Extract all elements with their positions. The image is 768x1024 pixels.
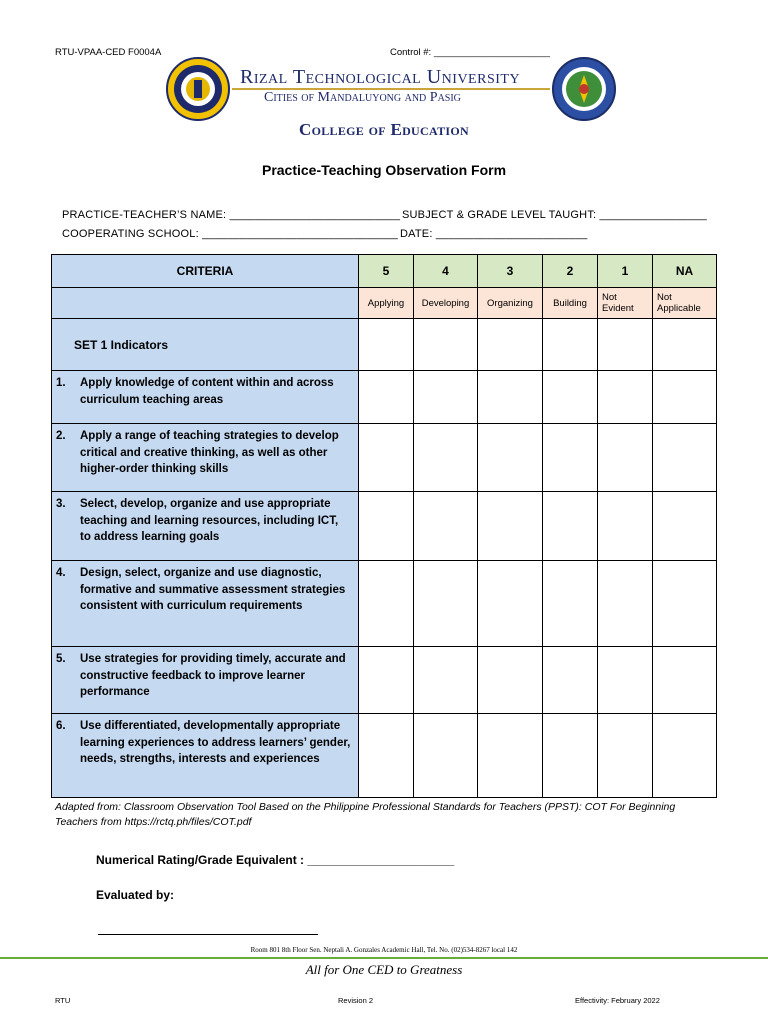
- rating-cell[interactable]: [478, 424, 543, 492]
- rating-cell[interactable]: [653, 492, 717, 561]
- level-developing: Developing: [414, 288, 478, 319]
- rating-cell[interactable]: [414, 714, 478, 798]
- college-name: College of Education: [299, 120, 469, 139]
- indicator-number: 6.: [56, 720, 66, 732]
- level-organizing: Organizing: [478, 288, 543, 319]
- rating-cell[interactable]: [414, 371, 478, 424]
- evaluated-by-label: Evaluated by:: [96, 888, 175, 902]
- rating-cell[interactable]: [543, 424, 598, 492]
- indicator-number: 5.: [56, 653, 66, 665]
- rating-cell[interactable]: [478, 561, 543, 647]
- footer-left: RTU: [55, 996, 71, 1005]
- table-row: [52, 714, 717, 798]
- indicator-6: [52, 714, 359, 798]
- rating-5-header: 5: [359, 255, 414, 288]
- rating-cell[interactable]: [598, 561, 653, 647]
- observation-table: [51, 254, 717, 798]
- footer-rule: [0, 957, 768, 959]
- rating-cell[interactable]: [478, 371, 543, 424]
- rating-cell[interactable]: [359, 371, 414, 424]
- subject-field[interactable]: SUBJECT & GRADE LEVEL TAUGHT: _________________: [402, 209, 707, 221]
- level-not-evident: Not Evident: [598, 288, 653, 319]
- set-label: SET 1 Indicators: [52, 319, 359, 371]
- rating-cell[interactable]: [653, 319, 717, 371]
- rating-cell[interactable]: [414, 492, 478, 561]
- indicator-text: Select, develop, organize and use appropriate teaching and learning resources, including ICT, to address learning goals: [80, 498, 339, 543]
- rating-cell[interactable]: [414, 424, 478, 492]
- rating-cell[interactable]: [543, 647, 598, 714]
- rating-cell[interactable]: [598, 647, 653, 714]
- rating-cell[interactable]: [653, 424, 717, 492]
- rating-cell[interactable]: [478, 319, 543, 371]
- rating-cell[interactable]: [359, 319, 414, 371]
- level-building: Building: [543, 288, 598, 319]
- rtu-seal-icon: [165, 56, 231, 122]
- rating-2-header: 2: [543, 255, 598, 288]
- set-row: [52, 319, 717, 371]
- rating-cell[interactable]: [478, 647, 543, 714]
- rating-cell[interactable]: [359, 647, 414, 714]
- table-row: [52, 647, 717, 714]
- footer-effectivity: Effectivity: February 2022: [575, 996, 660, 1005]
- rating-cell[interactable]: [359, 561, 414, 647]
- rating-cell[interactable]: [653, 561, 717, 647]
- rating-cell[interactable]: [598, 714, 653, 798]
- motto: All for One CED to Greatness: [305, 962, 463, 977]
- level-not-applicable: Not Applicable: [653, 288, 717, 319]
- rating-cell[interactable]: [598, 492, 653, 561]
- indicator-text: Apply knowledge of content within and across curriculum teaching areas: [80, 377, 334, 406]
- footer-revision: Revision 2: [338, 996, 374, 1005]
- rating-cell[interactable]: [478, 492, 543, 561]
- rating-4-header: 4: [414, 255, 478, 288]
- level-header-row: [52, 288, 717, 319]
- rating-cell[interactable]: [414, 319, 478, 371]
- rating-cell[interactable]: [543, 492, 598, 561]
- university-name: Rizal Technological University: [240, 66, 521, 88]
- numerical-rating-field[interactable]: Numerical Rating/Grade Equivalent : ______________________: [96, 853, 455, 867]
- rating-cell[interactable]: [359, 492, 414, 561]
- office-address: Room 801 8th Floor Sen. Neptali A. Gonzales Academic Hall, Tel. No. (02)534-8267 local 142: [250, 946, 518, 954]
- rating-cell[interactable]: [598, 424, 653, 492]
- rating-na-header: NA: [653, 255, 717, 288]
- indicator-1: [52, 371, 359, 424]
- college-seal-icon: [551, 56, 617, 122]
- table-row: [52, 561, 717, 647]
- signature-line[interactable]: [98, 934, 318, 935]
- rating-cell[interactable]: [598, 371, 653, 424]
- indicator-number: 1.: [56, 377, 66, 389]
- rating-cell[interactable]: [543, 371, 598, 424]
- university-cities: Cities of Mandaluyong and Pasig: [264, 90, 461, 105]
- indicator-text: Design, select, organize and use diagnostic, formative and summative assessment strategies consistent with curriculum requirements: [80, 567, 346, 612]
- indicator-text: Use differentiated, developmentally appropriate learning experiences to address learners’ gender, needs, strengths, interests and experiences: [80, 720, 351, 765]
- form-title: Practice-Teaching Observation Form: [261, 162, 507, 178]
- rating-cell[interactable]: [478, 714, 543, 798]
- rating-cell[interactable]: [359, 424, 414, 492]
- rating-cell[interactable]: [543, 714, 598, 798]
- indicator-4: [52, 561, 359, 647]
- rating-1-header: 1: [598, 255, 653, 288]
- table-row: [52, 424, 717, 492]
- rating-cell[interactable]: [414, 647, 478, 714]
- level-applying: Applying: [359, 288, 414, 319]
- indicator-text: Use strategies for providing timely, accurate and constructive feedback to improve learner performance: [80, 653, 346, 698]
- criteria-header: CRITERIA: [52, 255, 359, 288]
- indicator-number: 4.: [56, 567, 66, 579]
- control-number: Control #: ______________________: [390, 47, 551, 58]
- rating-cell[interactable]: [543, 561, 598, 647]
- rating-cell[interactable]: [543, 319, 598, 371]
- rating-cell[interactable]: [653, 714, 717, 798]
- date-field[interactable]: DATE: ________________________: [400, 228, 588, 240]
- rating-cell[interactable]: [414, 561, 478, 647]
- source-footnote: Adapted from: Classroom Observation Tool Based on the Philippine Professional Standards for Teachers (PPST): COT For Beginning Teachers from https://rctq.ph/files/COT.pdf: [55, 801, 676, 828]
- teacher-name-field[interactable]: PRACTICE-TEACHER’S NAME: ___________________________: [62, 209, 401, 221]
- indicator-5: [52, 647, 359, 714]
- table-row: [52, 371, 717, 424]
- rating-3-header: 3: [478, 255, 543, 288]
- level-header-spacer: [52, 288, 359, 319]
- rating-cell[interactable]: [653, 371, 717, 424]
- indicator-3: [52, 492, 359, 561]
- rating-cell[interactable]: [359, 714, 414, 798]
- rating-header-row: [52, 255, 717, 288]
- table-row: [52, 492, 717, 561]
- form-code: RTU-VPAA-CED F0004A: [55, 47, 162, 58]
- rating-cell[interactable]: [653, 647, 717, 714]
- indicator-2: [52, 424, 359, 492]
- rating-cell[interactable]: [598, 319, 653, 371]
- indicator-text: Apply a range of teaching strategies to develop critical and creative thinking, as well as other higher-order thinking skills: [80, 430, 339, 475]
- indicator-number: 3.: [56, 498, 66, 510]
- indicator-number: 2.: [56, 430, 66, 442]
- cooperating-school-field[interactable]: COOPERATING SCHOOL: _______________________________: [62, 228, 398, 240]
